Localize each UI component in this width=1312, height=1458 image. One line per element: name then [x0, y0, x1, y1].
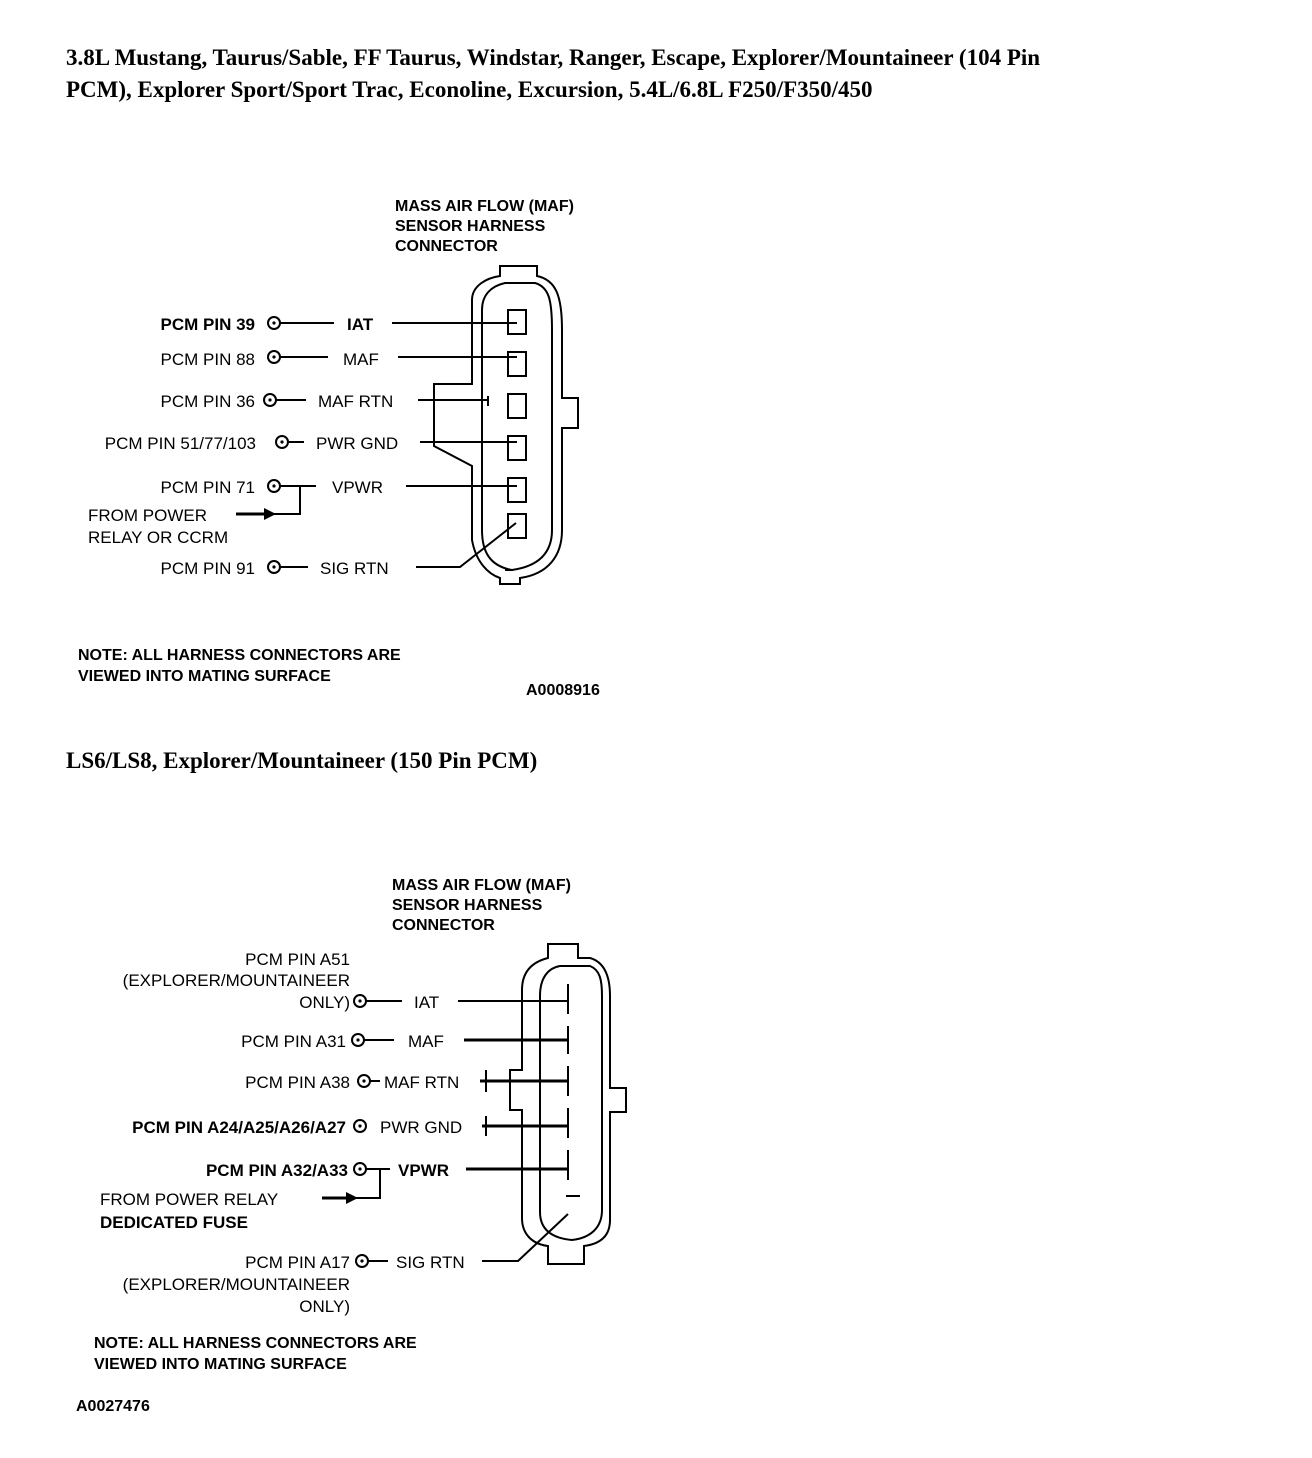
connector-title-line2: SENSOR HARNESS — [392, 897, 543, 914]
signal-sig-rtn: SIG RTN — [320, 559, 389, 578]
power-source-line1: FROM POWER RELAY — [100, 1190, 279, 1209]
connector-title-line1: MASS AIR FLOW (MAF) — [392, 877, 571, 894]
signal-sig-rtn: SIG RTN — [396, 1253, 465, 1272]
pcm-pin-91-label: PCM PIN 91 — [160, 559, 255, 578]
cavity-2 — [508, 352, 526, 376]
note-line2: VIEWED INTO MATING SURFACE — [78, 668, 331, 685]
arrow-right-icon — [264, 508, 276, 520]
connector-title-line3: CONNECTOR — [395, 238, 498, 255]
pcm-pin-39-label: PCM PIN 39 — [160, 315, 255, 334]
pcm-pin-a17-label: PCM PIN A17 — [245, 1253, 350, 1272]
section1-heading-line1: 3.8L Mustang, Taurus/Sable, FF Taurus, Windstar, Ranger, Escape, Explorer/Mountaineer (104 Pin — [66, 45, 1041, 70]
arrow-right-icon — [346, 1192, 358, 1204]
signal-maf: MAF — [343, 350, 379, 369]
pcm-pin-a38-label: PCM PIN A38 — [245, 1073, 350, 1092]
pcm-pin-a51-note: (EXPLORER/MOUNTAINEER — [122, 971, 350, 990]
pcm-pin-a24-a27-label: PCM PIN A24/A25/A26/A27 — [132, 1118, 346, 1137]
pcm-pin-71-label: PCM PIN 71 — [160, 478, 255, 497]
note-line1: NOTE: ALL HARNESS CONNECTORS ARE — [94, 1335, 417, 1352]
power-source-line2: RELAY OR CCRM — [88, 528, 229, 547]
cavity-3 — [508, 394, 526, 418]
pcm-pin-a51-label: PCM PIN A51 — [245, 950, 350, 969]
signal-vpwr: VPWR — [398, 1161, 449, 1180]
connector-title-line2: SENSOR HARNESS — [395, 218, 546, 235]
pcm-pin-a31-label: PCM PIN A31 — [241, 1032, 346, 1051]
section1-heading-line2: PCM), Explorer Sport/Sport Trac, Econoline, Excursion, 5.4L/6.8L F250/F350/450 — [66, 77, 873, 102]
power-source-line2: DEDICATED FUSE — [100, 1213, 248, 1232]
section2-heading: LS6/LS8, Explorer/Mountaineer (150 Pin PCM) — [66, 748, 538, 773]
maf-connector-body — [510, 944, 626, 1264]
pcm-pin-a51-only: ONLY) — [299, 993, 350, 1012]
figure-id: A0008916 — [526, 682, 600, 699]
cavity-5 — [508, 478, 526, 502]
note-line1: NOTE: ALL HARNESS CONNECTORS ARE — [78, 647, 401, 664]
signal-iat: IAT — [347, 315, 374, 334]
signal-maf-rtn: MAF RTN — [318, 392, 394, 411]
signal-vpwr: VPWR — [332, 478, 383, 497]
cavity-4 — [508, 436, 526, 460]
connector-title-line1: MASS AIR FLOW (MAF) — [395, 198, 574, 215]
signal-maf: MAF — [408, 1032, 444, 1051]
pcm-pin-88-label: PCM PIN 88 — [160, 350, 255, 369]
maf-connector-diagram-104pin — [0, 180, 1312, 720]
signal-pwr-gnd: PWR GND — [380, 1118, 463, 1137]
maf-connector-diagram-150pin — [0, 860, 1312, 1420]
maf-connector-body — [434, 266, 578, 584]
power-source-line1: FROM POWER — [88, 506, 207, 525]
pcm-pin-a32-a33-label: PCM PIN A32/A33 — [205, 1161, 348, 1180]
pcm-pin-51-77-103-label: PCM PIN 51/77/103 — [104, 434, 256, 453]
signal-iat: IAT — [414, 993, 440, 1012]
pcm-pin-a17-note: (EXPLORER/MOUNTAINEER — [122, 1275, 350, 1294]
signal-maf-rtn: MAF RTN — [384, 1073, 460, 1092]
figure-id: A0027476 — [76, 1398, 150, 1415]
pcm-pin-36-label: PCM PIN 36 — [160, 392, 255, 411]
signal-pwr-gnd: PWR GND — [316, 434, 399, 453]
note-line2: VIEWED INTO MATING SURFACE — [94, 1356, 347, 1373]
pcm-pin-a17-only: ONLY) — [299, 1297, 350, 1316]
connector-title-line3: CONNECTOR — [392, 917, 495, 934]
